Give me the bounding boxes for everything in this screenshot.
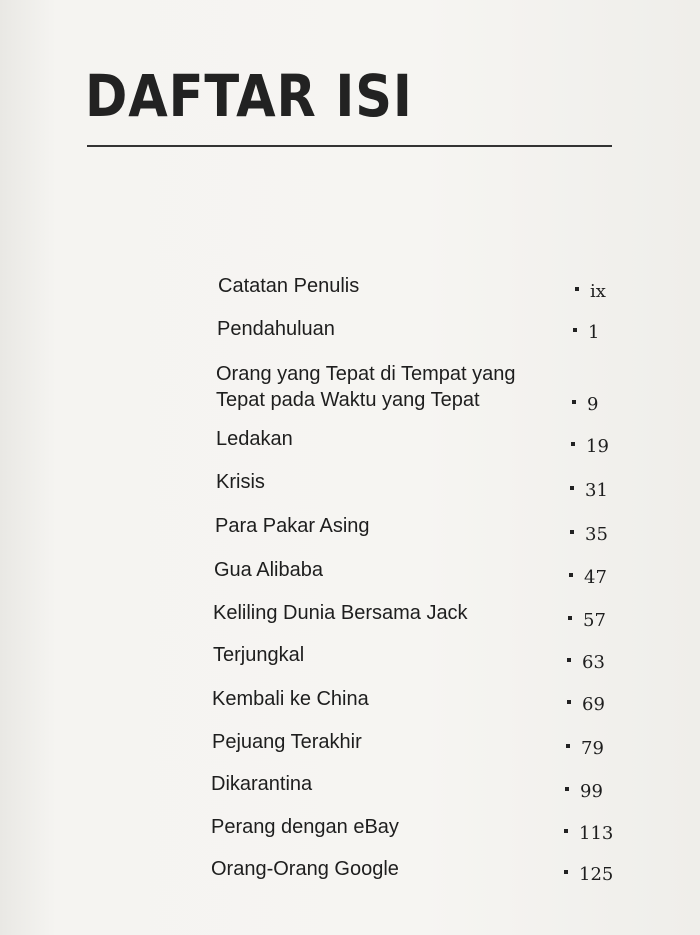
toc-entry-page [565, 781, 603, 802]
toc-page-number: 1 [588, 322, 600, 343]
toc-entry-title: Orang-Orang Google [211, 858, 399, 880]
toc-entry-title: Perang dengan eBay [211, 816, 399, 838]
bullet-icon [573, 328, 577, 332]
toc-page-number: 35 [585, 524, 608, 545]
bullet-icon [572, 400, 576, 404]
toc-page-number: 125 [579, 864, 614, 885]
toc-entry-title: Catatan Penulis [218, 275, 360, 297]
toc-entry-page [569, 567, 607, 588]
toc-page-number: 9 [587, 394, 599, 415]
toc-page-number: 113 [579, 823, 614, 844]
bullet-icon [566, 744, 570, 748]
toc-entry-title [216, 361, 515, 413]
page-title: DAFTAR ISI [85, 62, 413, 130]
toc-entry-page [573, 322, 599, 343]
bullet-icon [571, 442, 575, 446]
toc-entry-title: Pendahuluan [217, 318, 335, 340]
toc-entry-page [570, 524, 608, 545]
toc-entry-page [566, 738, 604, 759]
toc-page-number: 99 [580, 781, 603, 802]
toc-entry-title: Pejuang Terakhir [212, 731, 362, 753]
bullet-icon [565, 787, 569, 791]
bullet-icon [567, 700, 571, 704]
toc-page-number: 31 [585, 480, 608, 501]
toc-entry-title: Para Pakar Asing [215, 515, 370, 537]
toc-entry-title-line1: Orang yang Tepat di Tempat yang [216, 363, 516, 385]
bullet-icon [564, 870, 568, 874]
toc-entry-title-line2: Tepat pada Waktu yang Tepat [216, 389, 480, 411]
bullet-icon [569, 573, 573, 577]
toc-entry-title: Gua Alibaba [214, 559, 323, 581]
bullet-icon [570, 530, 574, 534]
toc-page-number: 47 [584, 567, 607, 588]
toc-page-number: 69 [582, 694, 605, 715]
toc-page-number: ix [590, 281, 606, 302]
toc-entry-page [575, 281, 606, 302]
bullet-icon [564, 829, 568, 833]
toc-entry-title: Dikarantina [211, 773, 313, 795]
toc-page-number: 19 [586, 436, 609, 457]
toc-entry-title: Keliling Dunia Bersama Jack [213, 602, 468, 624]
toc-entry-page [572, 394, 598, 415]
toc-entry-page [571, 436, 609, 457]
toc-entry-title: Terjungkal [213, 644, 305, 666]
toc-entry-title: Krisis [216, 471, 265, 493]
toc-entry-page [567, 652, 605, 673]
bullet-icon [568, 616, 572, 620]
toc-entry-page [568, 610, 606, 631]
toc-entry-page [567, 694, 605, 715]
toc-entry-title: Kembali ke China [212, 688, 369, 710]
toc-page-number: 79 [581, 738, 604, 759]
toc-entry-page [564, 823, 613, 844]
bullet-icon [575, 287, 579, 291]
bullet-icon [570, 486, 574, 490]
toc-page-number: 63 [582, 652, 605, 673]
toc-entry-page [564, 864, 613, 885]
toc-entry-page [570, 480, 608, 501]
toc-entry-title: Ledakan [216, 428, 293, 450]
toc-page-number: 57 [583, 610, 606, 631]
bullet-icon [567, 658, 571, 662]
